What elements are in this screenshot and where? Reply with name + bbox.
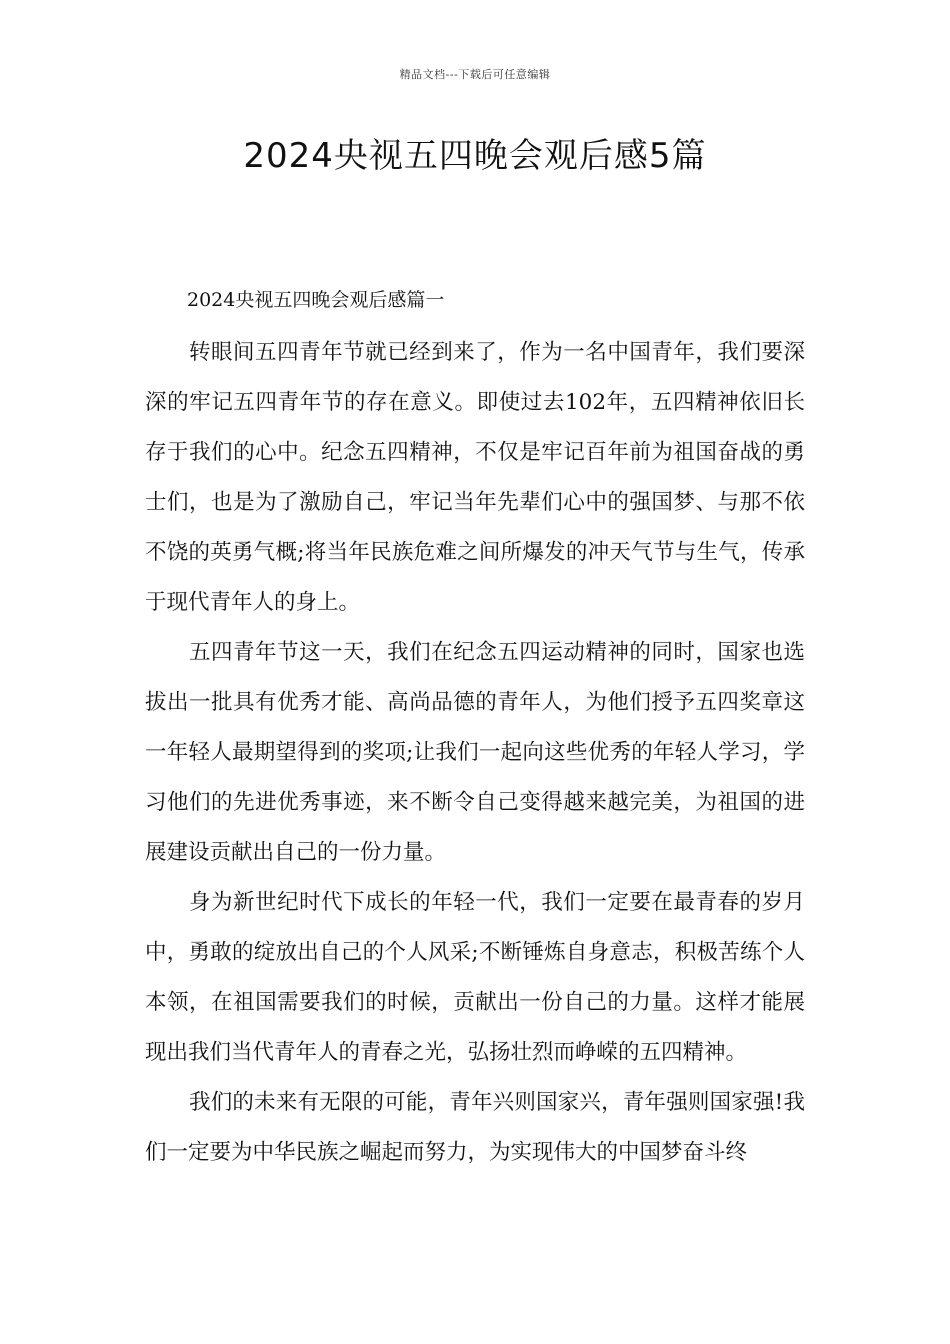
section-heading: 2024央视五四晚会观后感篇一 xyxy=(187,289,445,311)
document-title: 2024央视五四晚会观后感5篇 xyxy=(243,136,707,176)
paragraph: 身为新世纪时代下成长的年轻一代，我们一定要在最青春的岁月中，勇敢的绽放出自己的个人风采;不断锤炼自身意志，积极苦练个人本领，在祖国需要我们的时候，贡献出一份自己的力量。这样才能展现出我们当代青年人的青春之光，弘扬壮烈而峥嵘的五四精神。 xyxy=(145,890,805,1065)
paragraph: 我们的未来有无限的可能，青年兴则国家兴，青年强则国家强!我们一定要为中华民族之崛起而努力，为实现伟大的中国梦奋斗终 xyxy=(145,1090,805,1165)
paragraph: 五四青年节这一天，我们在纪念五四运动精神的同时，国家也选拔出一批具有优秀才能、高尚品德的青年人，为他们授予五四奖章这一年轻人最期望得到的奖项;让我们一起向这些优秀的年轻人学习，学习他们的先进优秀事迹，来不断令自己变得越来越完美，为祖国的进展建设贡献出自己的一份力量。 xyxy=(145,640,805,865)
header-note: 精品文档---下载后可任意编辑 xyxy=(399,68,551,81)
paragraph: 转眼间五四青年节就已经到来了，作为一名中国青年，我们要深深的牢记五四青年节的存在意义。即使过去102年，五四精神依旧长存于我们的心中。纪念五四精神，不仅是牢记百年前为祖国奋战的勇士们，也是为了激励自己，牢记当年先辈们心中的强国梦、与那不依不饶的英勇气概;将当年民族危难之间所爆发的冲天气节与生气，传承于现代青年人的身上。 xyxy=(145,340,805,615)
document-body xyxy=(145,280,805,1178)
